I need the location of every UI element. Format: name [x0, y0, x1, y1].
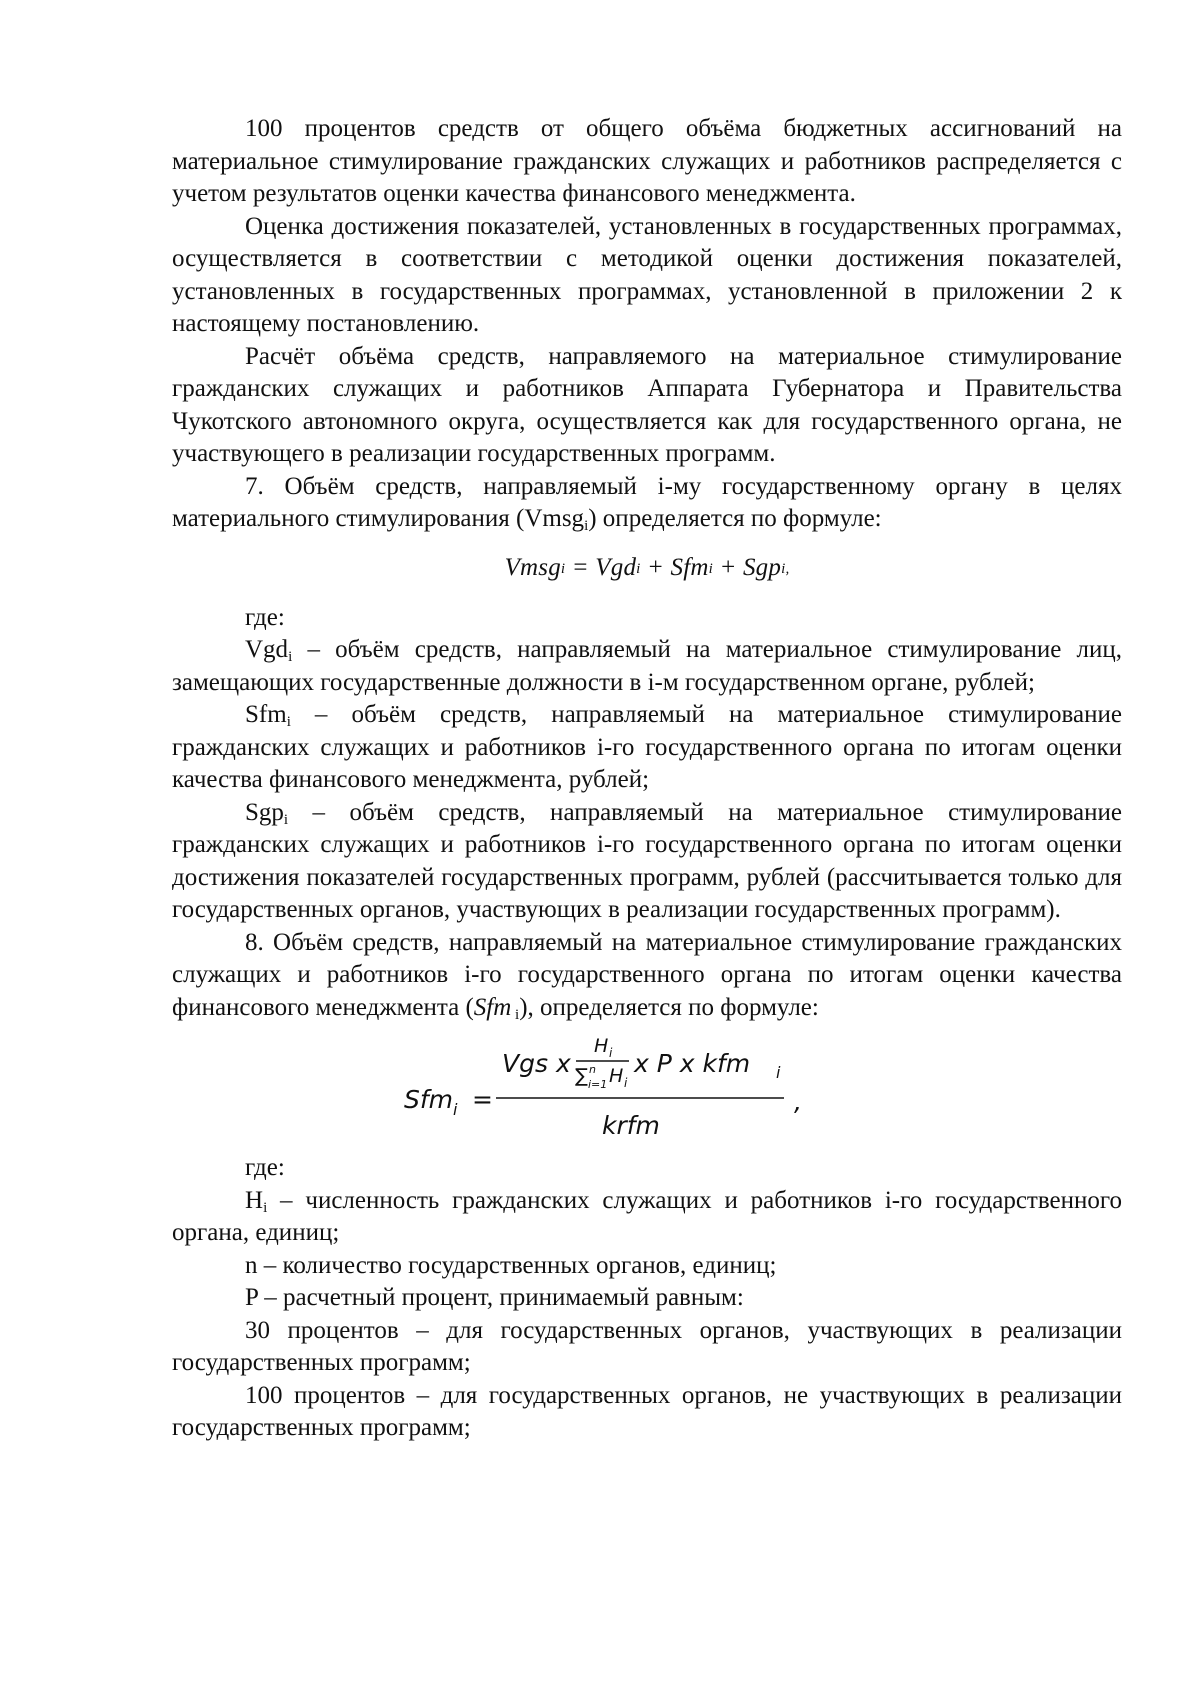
formula-vmsg-eq: =	[565, 554, 596, 582]
item-8-text-end: ), определяется по формуле:	[519, 993, 819, 1021]
item-7-subscript: i	[584, 518, 589, 534]
definition-sgp-sub: i	[283, 811, 289, 828]
definition-sfm-term: Sfm	[245, 701, 287, 728]
formula-sfm-sigma: ∑	[575, 1065, 588, 1087]
definition-sfm	[172, 699, 1122, 797]
definition-hi	[172, 1185, 1122, 1250]
definition-hi-text: – численность гражданских служащих и работников i-го государственного органа, единиц;	[172, 1186, 1122, 1246]
formula-vmsg: Vmsg i = Vgd i + Sfm i + Sgp i,	[172, 536, 1122, 602]
formula-sfm-sigma-sup: n	[589, 1063, 596, 1076]
formula-vmsg-term-sfm: Sfm	[670, 554, 709, 582]
formula-vmsg-plus-1: +	[640, 554, 671, 582]
definition-n: n – количество государственных органов, единиц;	[245, 1251, 777, 1279]
definition-sfm-text: – объём средств, направляемый на материальное стимулирование гражданских служащих и работников i-го государственного органа по итогам оценки качества финансового менеджмента, рублей;	[172, 701, 1122, 793]
formula-sfm-graphic	[172, 1030, 1122, 1152]
paragraph-apparatus-calculation: Расчёт объёма средств, направляемого на материальное стимулирование гражданских служащих и работников Аппарата Губернатора и Правительства Чукотского автономного округа, осуществляется как для государственного органа, не участвующего в реализации государственных программ.	[172, 342, 1122, 467]
definition-p: P – расчетный процент, принимаемый равным:	[245, 1284, 744, 1311]
formula-vmsg-term-sgp: Sgp	[742, 554, 782, 582]
definition-vgd-sub: i	[288, 649, 293, 665]
paragraph-item-7	[172, 471, 1122, 536]
definition-hi-sub: i	[263, 1199, 268, 1216]
paragraph-assessment: Оценка достижения показателей, установленных в государственных программах, осуществляется в соответствии с методикой оценки достижения показателей, установленных в государственных программах, установленной в приложении 2 к настоящему постановлению.	[172, 212, 1122, 337]
definition-vgd	[172, 634, 1122, 699]
item-8-variable: Sfm	[473, 993, 512, 1021]
formula-sfm-frac-num: H	[594, 1035, 609, 1057]
definition-sgp	[172, 797, 1122, 927]
formula-vmsg-lhs: Vmsg	[504, 554, 561, 582]
formula-sfm-lhs-sub: i	[453, 1100, 458, 1119]
formula-sfm-frac-num-sub: i	[609, 1046, 613, 1060]
definition-sfm-sub: i	[286, 714, 291, 730]
percent-100-option: 100 процентов – для государственных органов, не участвующих в реализации государственных программ;	[172, 1381, 1122, 1441]
definition-vgd-text: – объём средств, направляемый на материальное стимулирование лиц, замещающих государственные должности в i-м государственном органе, рублей;	[172, 636, 1122, 696]
formula-vmsg-term-vgd: Vgd	[595, 554, 637, 582]
formula-vmsg-plus-2: +	[713, 554, 743, 582]
definition-sgp-text: – объём средств, направляемый на материальное стимулирование гражданских служащих и работников i-го государственного органа по итогам оценки достижения показателей государственных программ, рублей (рассчитывается только для государственных органов, участвующих в реализации государственных программ).	[172, 798, 1122, 923]
formula-sfm-denominator: krfm	[602, 1111, 660, 1140]
where-label-1: где:	[245, 603, 285, 631]
formula-sfm-sigma-sub: i=1	[588, 1078, 608, 1091]
document-body	[172, 113, 1122, 1445]
where-label-2: где:	[245, 1154, 285, 1181]
paragraph-item-8	[172, 927, 1122, 1025]
formula-sfm-lhs: Sfm	[404, 1085, 454, 1114]
percent-30-option: 30 процентов – для государственных органов, участвующих в реализации государственных программ;	[172, 1316, 1122, 1376]
item-7-text: 7. Объём средств, направляемый i-му государственному органу в целях материального стимулирования (Vmsg	[172, 472, 1122, 532]
formula-sfm	[172, 1030, 1122, 1152]
formula-sfm-num-vgs: Vgs x	[502, 1049, 571, 1078]
formula-sfm-frac-den-h: H	[609, 1065, 624, 1087]
formula-sfm-num-rest: x P x kfm	[634, 1049, 751, 1078]
formula-sfm-comma: ,	[794, 1087, 802, 1116]
formula-sfm-frac-den-h-sub: i	[624, 1076, 628, 1090]
item-7-text-end: ) определяется по формуле:	[588, 505, 882, 532]
formula-sfm-num-rest-sub: i	[776, 1063, 781, 1082]
paragraph-budget-distribution: 100 процентов средств от общего объёма бюджетных ассигнований на материальное стимулирование гражданских служащих и работников распределяется с учетом результатов оценки качества финансового менеджмента.	[172, 115, 1122, 207]
formula-sfm-equals: =	[472, 1085, 493, 1114]
definition-sgp-term: Sgp	[245, 798, 284, 826]
definition-vgd-term: Vgd	[245, 636, 289, 663]
definition-hi-term: H	[245, 1186, 264, 1214]
item-8-subscript: i	[511, 1006, 520, 1023]
item-8-text: 8. Объём средств, направляемый на материальное стимулирование гражданских служащих и работников i-го государственного органа по итогам оценки качества финансового менеджмента (	[172, 928, 1122, 1021]
